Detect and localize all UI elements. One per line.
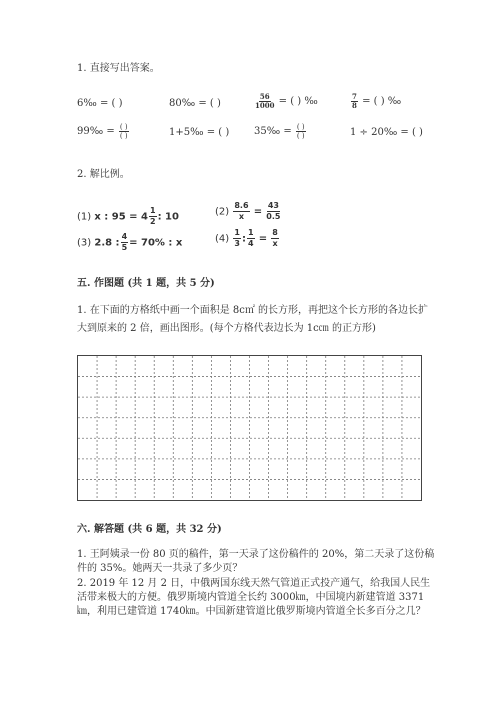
calc-56-over-1000: $\frac{56}{1000}$ = ( ) ‰ bbox=[255, 92, 318, 110]
section-5-question-line-2: 大到原来的 2 倍，画出图形。(每个方格代表边长为 1c㎝ 的正方形) bbox=[77, 323, 376, 334]
calc-80-permille: 80‰ = ( ) bbox=[169, 98, 221, 109]
calc-35-permille: 35‰ = $\frac{( )}{( )}$ bbox=[254, 123, 305, 140]
section-5-heading: 五. 作图题 (共 1 题，共 5 分) bbox=[77, 278, 215, 289]
grid-lines bbox=[78, 356, 421, 500]
calc-1-plus-5-permille: 1+5‰ = ( ) bbox=[169, 127, 230, 138]
calc-7-over-8: $\frac{7}{8}$ = ( ) ‰ bbox=[352, 92, 402, 110]
calc-6-permille: 6‰ = ( ) bbox=[77, 98, 123, 109]
q1-title: 1. 直接写出答案。 bbox=[77, 63, 160, 74]
proportion-eq-3: (3) 2.8 : $\frac{4}{5}$ = 70% : x bbox=[77, 232, 183, 252]
proportion-eq-2: (2) $\frac{8.6}{x}$ = $\frac{43}{0.5}$ bbox=[215, 201, 281, 221]
calc-1-div-20-permille: 1 ÷ 20‰ = ( ) bbox=[350, 127, 423, 138]
proportion-eq-4: (4) $\frac{1}{3}$ : $\frac{1}{4}$ = $\frac{8}{x}$ bbox=[215, 228, 278, 248]
proportion-eq-1: (1) x : 95 = 4 $\frac{1}{2}$ : 10 bbox=[77, 206, 179, 226]
calc-99-permille: 99‰ = $\frac{( )}{( )}$ bbox=[77, 123, 128, 140]
graph-paper-grid[interactable] bbox=[77, 355, 422, 501]
section-6-heading: 六. 解答题 (共 6 题，共 32 分) bbox=[77, 524, 222, 535]
section-5-question-line-1: 1. 在下面的方格纸中画一个面积是 8c㎡ 的长方形，再把这个长方形的各边长扩 bbox=[77, 305, 429, 316]
section-6-question-2: 2. 2019 年 12 月 2 日，中俄两国东线天然气管道正式投产通气，给我国人民生活带来极大的方便。俄罗斯境内管道全长约 3000㎞，中国境内新建管道 3371㎞，利用已建管道 1740㎞。中国新建管道比俄罗斯境内管道全长多百分之几？ bbox=[77, 578, 431, 617]
section-6-question-1: 1. 王阿姨录一份 80 页的稿件，第一天录了这份稿件的 20%，第二天录了这份稿件的 35%。她两天一共录了多少页？ bbox=[77, 549, 435, 574]
q2-title: 2. 解比例。 bbox=[77, 169, 130, 180]
